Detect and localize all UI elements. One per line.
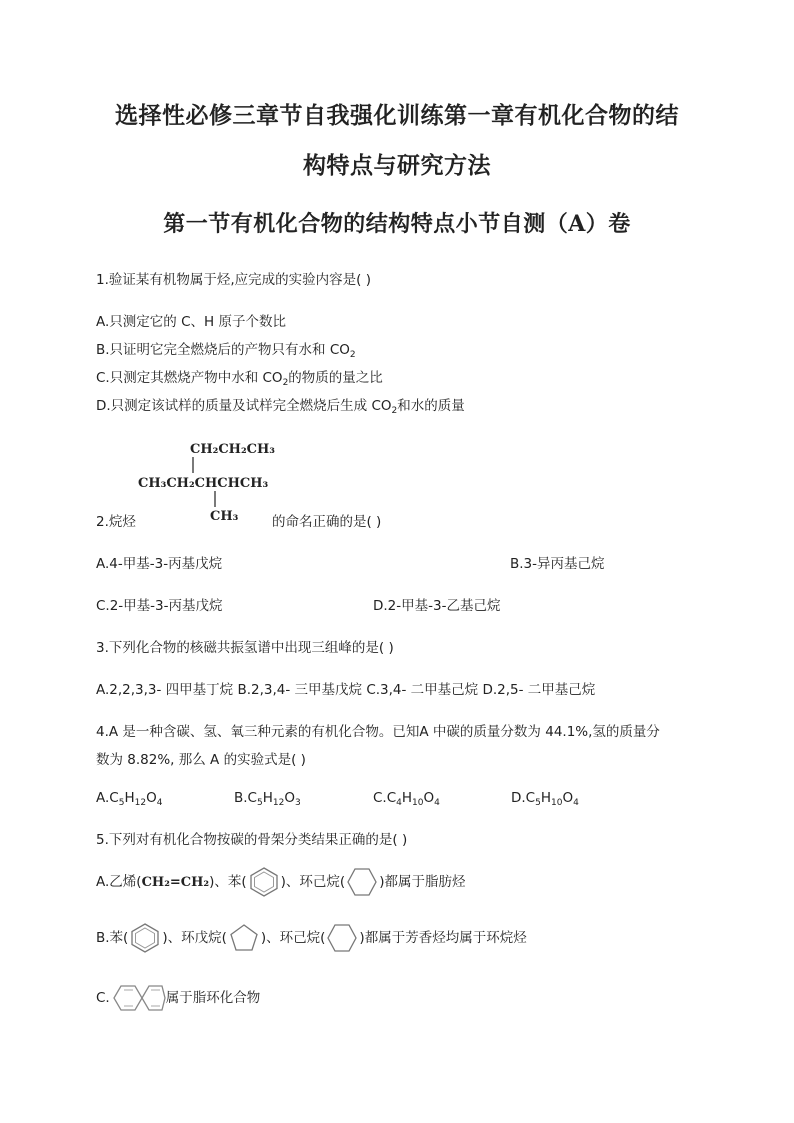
cyclopentane-ring-icon <box>227 922 261 954</box>
q2-option-d: D.2-甲基-3-乙基己烷 <box>373 598 501 614</box>
title-line-1: 选择性必修三章节自我强化训练第一章有机化合物的结 <box>115 102 679 129</box>
structure-branch-top: CH₂CH₂CH₃ <box>190 442 275 457</box>
q4-stem-line1: 4.A 是一种含碳、氢、氧三种元素的有机化合物。已知A 中碳的质量分数为 44.1%,氢的质量分 <box>96 724 660 740</box>
q5-option-c: C. 属于脂环化合物 <box>96 980 260 1016</box>
ethylene-formula: CH₂=CH₂ <box>141 875 210 890</box>
q3-stem: 3.下列化合物的核磁共振氢谱中出现三组峰的是( ) <box>96 640 394 656</box>
q2-option-b: B.3-异丙基己烷 <box>510 556 605 572</box>
q4-option-b: $B.C_5H_{12}O_3$ <box>234 790 301 808</box>
q1-option-b: B.只证明它完全燃烧后的产物只有水和 $CO_2$ <box>96 342 356 360</box>
q2-option-c: C.2-甲基-3-丙基戊烷 <box>96 598 223 614</box>
q5-option-a: A.乙烯(CH₂=CH₂)、苯( )、环己烷( )都属于脂肪烃 <box>96 864 465 901</box>
q1-option-c: C.只测定其燃烧产物中水和 $CO_2$的物质的量之比 <box>96 370 383 388</box>
structure-branch-bottom: CH₃ <box>210 509 239 524</box>
q2-option-a: A.4-甲基-3-丙基戊烷 <box>96 556 223 572</box>
cyclohexane-ring-icon <box>345 866 379 898</box>
q2-stem-prefix: 2.烷烃 <box>96 514 136 530</box>
benzene-ring-icon <box>128 922 162 954</box>
q4-option-c: $C.C_4H_{10}O_4$ <box>373 790 440 808</box>
q1-stem: 1.验证某有机物属于烃,应完成的实验内容是( ) <box>96 272 371 288</box>
q1-option-d: D.只测定该试样的质量及试样完全燃烧后生成 $CO_2$和水的质量 <box>96 398 465 416</box>
q1-option-a: A.只测定它的 C、H 原子个数比 <box>96 314 286 330</box>
q4-stem-line2: 数为 8.82%, 那么 A 的实验式是( ) <box>96 752 306 768</box>
structure-main-chain: CH₃CH₂CHCHCH₃ <box>138 476 269 491</box>
section-subtitle: 第一节有机化合物的结构特点小节自测（A）卷 <box>163 211 631 237</box>
q4-option-a: $A.C_5H_{12}O_4$ <box>96 790 163 808</box>
q5-stem: 5.下列对有机化合物按碳的骨架分类结果正确的是( ) <box>96 832 408 848</box>
q2-stem-suffix: 的命名正确的是( ) <box>272 514 382 530</box>
q3-options: A.2,2,3,3- 四甲基丁烷 B.2,3,4- 三甲基戊烷 C.3,4- 二甲基己烷 D.2,5- 二甲基己烷 <box>96 682 596 698</box>
cyclohexane-ring-icon <box>325 922 359 954</box>
naphthalene-ring-icon <box>110 982 166 1014</box>
q5-option-b: B.苯( )、环戊烷( )、环己烷( )都属于芳香烃均属于环烷烃 <box>96 920 527 956</box>
benzene-ring-icon <box>247 866 281 898</box>
alkane-structure-diagram <box>130 435 280 525</box>
q4-option-d: $D.C_5H_{10}O_4$ <box>511 790 579 808</box>
title-line-2: 构特点与研究方法 <box>303 152 491 179</box>
